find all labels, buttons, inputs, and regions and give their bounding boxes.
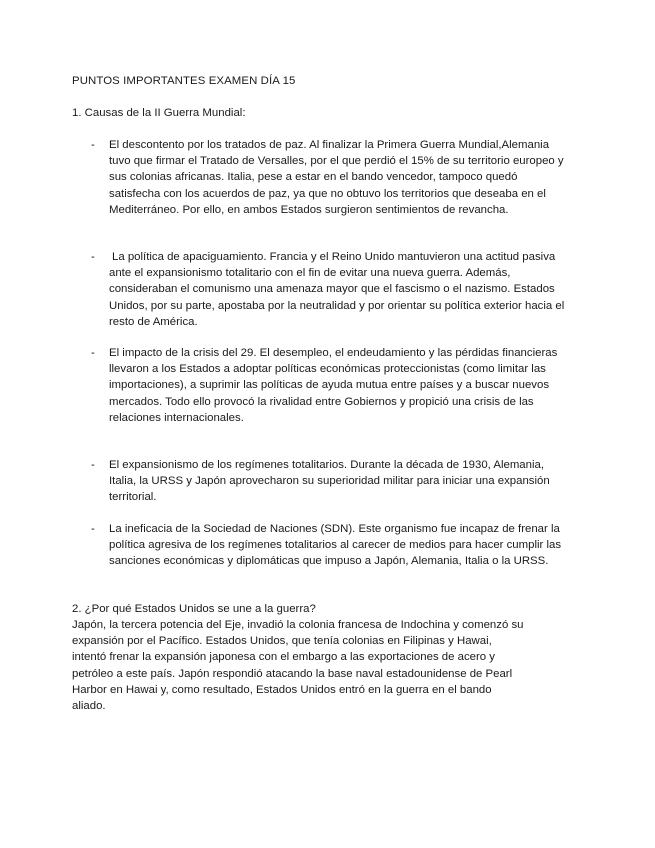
section-2-heading: 2. ¿Por qué Estados Unidos se une a la guerra?	[72, 603, 316, 615]
bullet-text-crisis-29: El impacto de la crisis del 29. El desempleo, el endeudamiento y las pérdidas financieras llevaron a los Estados a adoptar políticas económicas proteccionistas (como limitar las importaciones), a suprimir las políticas de ayuda mutua entre países y a buscar nuevos mercados. Todo ello provocó la rivalidad entre Gobiernos y propició una crisis de las relaciones internacionales.	[109, 347, 558, 424]
bullet-dash: -	[91, 523, 95, 535]
bullet-text-expansionism: El expansionismo de los regímenes totalitarios. Durante la década de 1930, Alemania, Italia, la URSS y Japón aprovecharon su superioridad militar para iniciar una expansión territorial.	[109, 459, 550, 504]
bullet-dash: -	[91, 459, 95, 471]
section-2-body: Japón, la tercera potencia del Eje, invadió la colonia francesa de Indochina y comenzó su expansión por el Pacífico. Estados Unidos, que tenía colonias en Filipinas y Hawai, intentó frenar la expansión japonesa con el embargo a las exportaciones de acero y petróleo a este país. Japón respondió atacando la base naval estadounidense de Pearl Harbor en Hawai y, como resultado, Estados Unidos entró en la guerra en el bando aliado.	[72, 619, 524, 713]
bullet-text-treaties: El descontento por los tratados de paz. Al finalizar la Primera Guerra Mundial,Alemania tuvo que firmar el Tratado de Versalles, por el que perdió el 15% de su territorio europeo y sus colonias africanas. Italia, pese a estar en el bando vencedor, tampoco quedó satisfecha con los acuerdos de paz, ya que no obtuvo los territorios que deseaba en el Mediterráneo. Por ello, en ambos Estados surgieron sentimientos de revancha.	[109, 139, 564, 216]
bullet-text-sdn: La ineficacia de la Sociedad de Naciones (SDN). Este organismo fue incapaz de frenar la política agresiva de los regímenes totalitarios al carecer de medios para hacer cumplir las sanciones económicas y diplomáticas que impuso a Japón, Alemania, Italia o la URSS.	[109, 523, 562, 568]
section-1-heading: 1. Causas de la II Guerra Mundial:	[72, 107, 246, 119]
bullet-dash: -	[91, 139, 95, 151]
document-title: PUNTOS IMPORTANTES EXAMEN DÍA 15	[72, 75, 296, 87]
bullet-text-appeasement: La política de apaciguamiento. Francia y el Reino Unido mantuvieron una actitud pasiva ante el expansionismo totalitario con el fin de evitar una nueva guerra. Además, consideraban el comunismo una amenaza mayor que el fascismo o el nazismo. Estados Unidos, por su parte, apostaba por la neutralidad y por orientar su política exterior hacia el resto de América.	[109, 251, 565, 328]
bullet-dash: -	[91, 251, 95, 263]
bullet-dash: -	[91, 347, 95, 359]
